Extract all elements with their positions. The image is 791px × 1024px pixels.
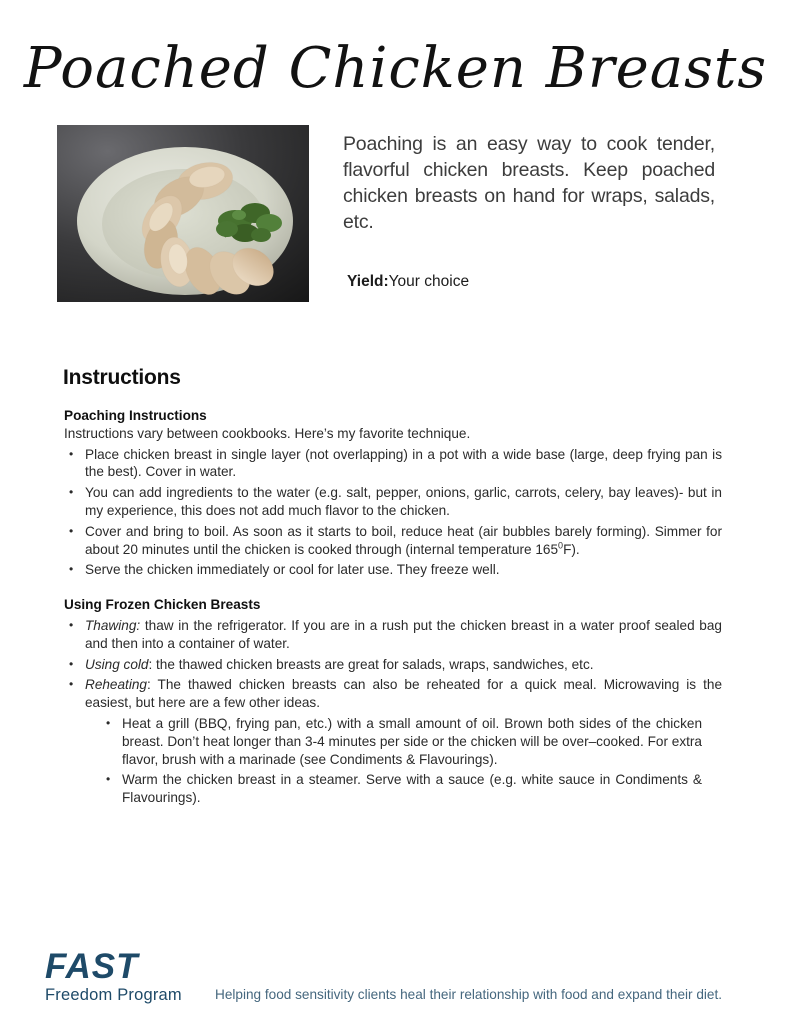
bullet-lead-italic: Thawing:	[85, 617, 141, 633]
bullet-icon: •	[69, 677, 74, 692]
list-item	[64, 617, 722, 653]
bullet-text	[85, 523, 722, 559]
yield-label: Yield:	[347, 273, 389, 290]
bullet-icon: •	[69, 485, 74, 500]
bullet-icon: •	[69, 446, 74, 461]
bullet-text	[85, 676, 722, 712]
section-gap	[64, 579, 722, 596]
bullet-icon: •	[69, 562, 74, 577]
sub-list-item	[101, 715, 722, 768]
list-item	[64, 676, 722, 712]
footer-tagline: Helping food sensitivity clients heal their relationship with food and expand their diet.	[215, 987, 723, 1002]
bullet-icon: •	[69, 656, 74, 671]
frozen-subheading: Using Frozen Chicken Breasts	[64, 597, 261, 613]
list-item	[64, 561, 722, 579]
bullet-text: Warm the chicken breast in a steamer. Serve with a sauce (e.g. white sauce in Condiments & Flavourings).	[122, 772, 702, 806]
poaching-subheading: Poaching Instructions	[64, 408, 207, 423]
yield-value: Your choice	[388, 273, 470, 290]
logo-secondary-text: Freedom Program	[45, 986, 182, 1004]
page-title: Poached Chicken Breasts	[23, 36, 768, 101]
instructions-heading: Instructions	[63, 366, 181, 389]
bullet-text	[85, 656, 722, 674]
list-item	[64, 446, 722, 482]
fast-freedom-program-logo	[45, 949, 182, 1004]
degree-superscript: 0	[558, 540, 564, 551]
bullet-icon: •	[69, 617, 74, 632]
bullet-text-part: F).	[563, 541, 580, 557]
bullet-text-part: : the thawed chicken breasts are great for salads, wraps, sandwiches, etc.	[148, 656, 594, 672]
bullet-text: Heat a grill (BBQ, frying pan, etc.) with a small amount of oil. Brown both sides of the chicken breast. Don’t heat longer than 3-4 minutes per side or the chicken will be over–cooked. For extra flavor, brush with a marinade (see Condiments & Flavourings).	[122, 715, 702, 767]
intro-paragraph: Poaching is an easy way to cook tender, flavorful chicken breasts. Keep poached chicken breasts on hand for wraps, salads, etc.	[343, 133, 715, 233]
list-item	[64, 523, 722, 559]
logo-primary-text: FAST	[45, 947, 139, 986]
bullet-text: You can add ingredients to the water (e.g. salt, pepper, onions, garlic, carrots, celery, bay leaves)- but in my experience, this does not add much flavor to the chicken.	[85, 485, 722, 518]
instructions-content	[64, 407, 722, 807]
reheating-sublist	[64, 715, 722, 807]
bullet-text	[85, 617, 722, 653]
bullet-text: Serve the chicken immediately or cool for later use. They freeze well.	[85, 562, 500, 578]
yield-line	[347, 273, 469, 291]
list-item	[64, 484, 722, 520]
bullet-text-part: Cover and bring to boil. As soon as it starts to boil, reduce heat (air bubbles barely forming). Simmer for about 20 minutes until the chicken is cooked through (internal temperature 165	[85, 523, 722, 557]
bullet-icon: •	[69, 523, 74, 538]
bullet-lead-italic: Using cold	[85, 656, 149, 672]
bullet-lead-italic: Reheating	[85, 677, 147, 693]
poaching-lead: Instructions vary between cookbooks. Here’s my favorite technique.	[64, 425, 471, 441]
bullet-text-part: : The thawed chicken breasts can also be reheated for a quick meal. Microwaving is the easiest, but here are a few other ideas.	[85, 677, 722, 711]
bullet-text: Place chicken breast in single layer (not overlapping) in a pot with a wide base (large, deep frying pan is the best). Cover in water.	[85, 446, 722, 480]
sub-list-item	[101, 771, 722, 807]
bullet-text-part: thaw in the refrigerator. If you are in a rush put the chicken breast in a water proof sealed bag and then into a container of water.	[85, 617, 722, 651]
list-item	[64, 656, 722, 674]
bullet-icon: •	[106, 772, 111, 787]
bullet-icon: •	[106, 715, 111, 730]
recipe-photo	[57, 125, 309, 302]
